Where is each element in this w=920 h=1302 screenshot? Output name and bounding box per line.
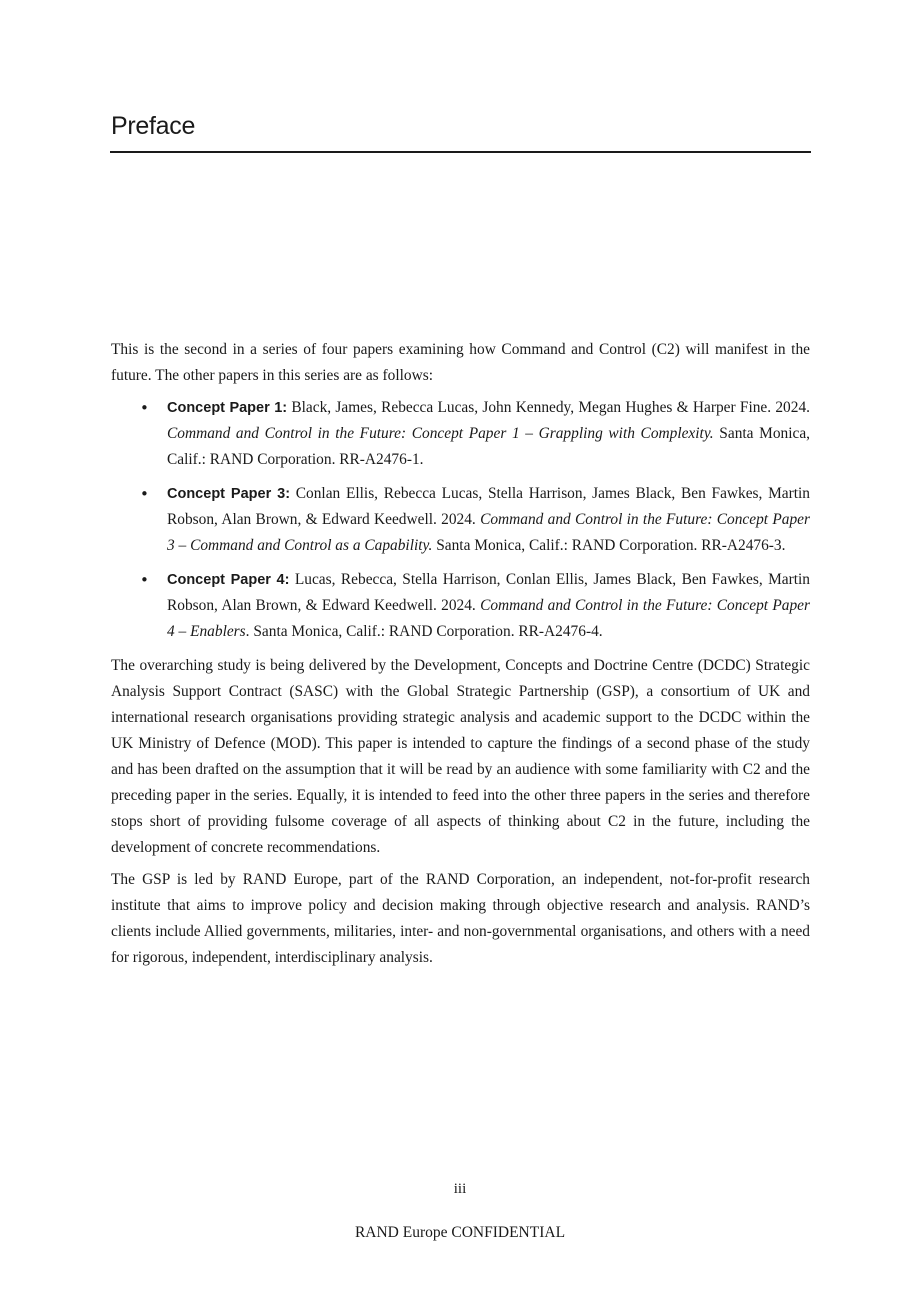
study-paragraph: The overarching study is being delivered by the Development, Concepts and Doctrine Centre (DCDC) Strategic Analysis Support Contract (SASC) with the Global Strategic Partnership (GSP), a consortium of UK and international research organisations providing strategic analysis and academic support to the DCDC within the UK Ministry of Defence (MOD). This paper is intended to capture the findings of a second phase of the study and has been drafted on the assumption that it will be read by an audience with some familiarity with C2 and the preceding paper in the series. Equally, it is intended to feed into the other three papers in the series and therefore stops short of providing fulsome coverage of all aspects of thinking about C2 in the future, including the development of concrete recommendations. xyxy=(111,657,810,856)
reference-item xyxy=(111,481,810,559)
intro-paragraph: This is the second in a series of four papers examining how Command and Control (C2) will manifest in the future. The other papers in this series are as follows: xyxy=(111,341,810,384)
reference-title: Command and Control in the Future: Concept Paper 1 – Grappling with Complexity. xyxy=(167,425,714,442)
reference-label: Concept Paper 1: xyxy=(167,400,288,416)
gsp-paragraph: The GSP is led by RAND Europe, part of the RAND Corporation, an independent, not-for-profit research institute that aims to improve policy and decision making through objective research and analysis. RAND’s clients include Allied governments, militaries, inter- and non-governmental organisations, and others with a need for rigorous, independent, interdisciplinary analysis. xyxy=(111,871,810,966)
page-number: iii xyxy=(453,1181,467,1197)
reference-title: Command and Control in the Future: Concept Paper 3 – Command and Control as a Capability. xyxy=(167,511,810,554)
reference-publisher: . Santa Monica, Calif.: RAND Corporation. RR-A2476-4. xyxy=(245,623,603,640)
reference-list xyxy=(111,395,810,645)
reference-authors: Conlan Ellis, Rebecca Lucas, Stella Harrison, James Black, Ben Fawkes, Martin Robson, Alan Brown, & Edward Keedwell. 2024. xyxy=(167,485,811,528)
bullet-icon: • xyxy=(140,571,149,589)
reference-label: Concept Paper 4: xyxy=(167,572,290,588)
title-divider xyxy=(110,151,811,153)
reference-publisher: Santa Monica, Calif.: RAND Corporation. RR-A2476-3. xyxy=(432,537,786,554)
reference-title: Command and Control in the Future: Concept Paper 4 – Enablers xyxy=(167,597,810,640)
reference-publisher: Santa Monica, Calif.: RAND Corporation. RR-A2476-1. xyxy=(167,425,810,468)
bullet-icon: • xyxy=(140,399,149,417)
page-title: Preface xyxy=(111,112,196,140)
reference-authors: Lucas, Rebecca, Stella Harrison, Conlan Ellis, James Black, Ben Fawkes, Martin Robson, Alan Brown, & Edward Keedwell. 2024. xyxy=(167,571,810,614)
reference-label: Concept Paper 3: xyxy=(167,486,291,502)
reference-item xyxy=(111,567,810,645)
reference-item xyxy=(111,395,810,473)
preface-body xyxy=(111,337,810,977)
reference-authors: Black, James, Rebecca Lucas, John Kennedy, Megan Hughes & Harper Fine. 2024. xyxy=(287,399,810,416)
bullet-icon: • xyxy=(140,485,149,503)
confidential-footer: RAND Europe CONFIDENTIAL xyxy=(354,1224,566,1241)
